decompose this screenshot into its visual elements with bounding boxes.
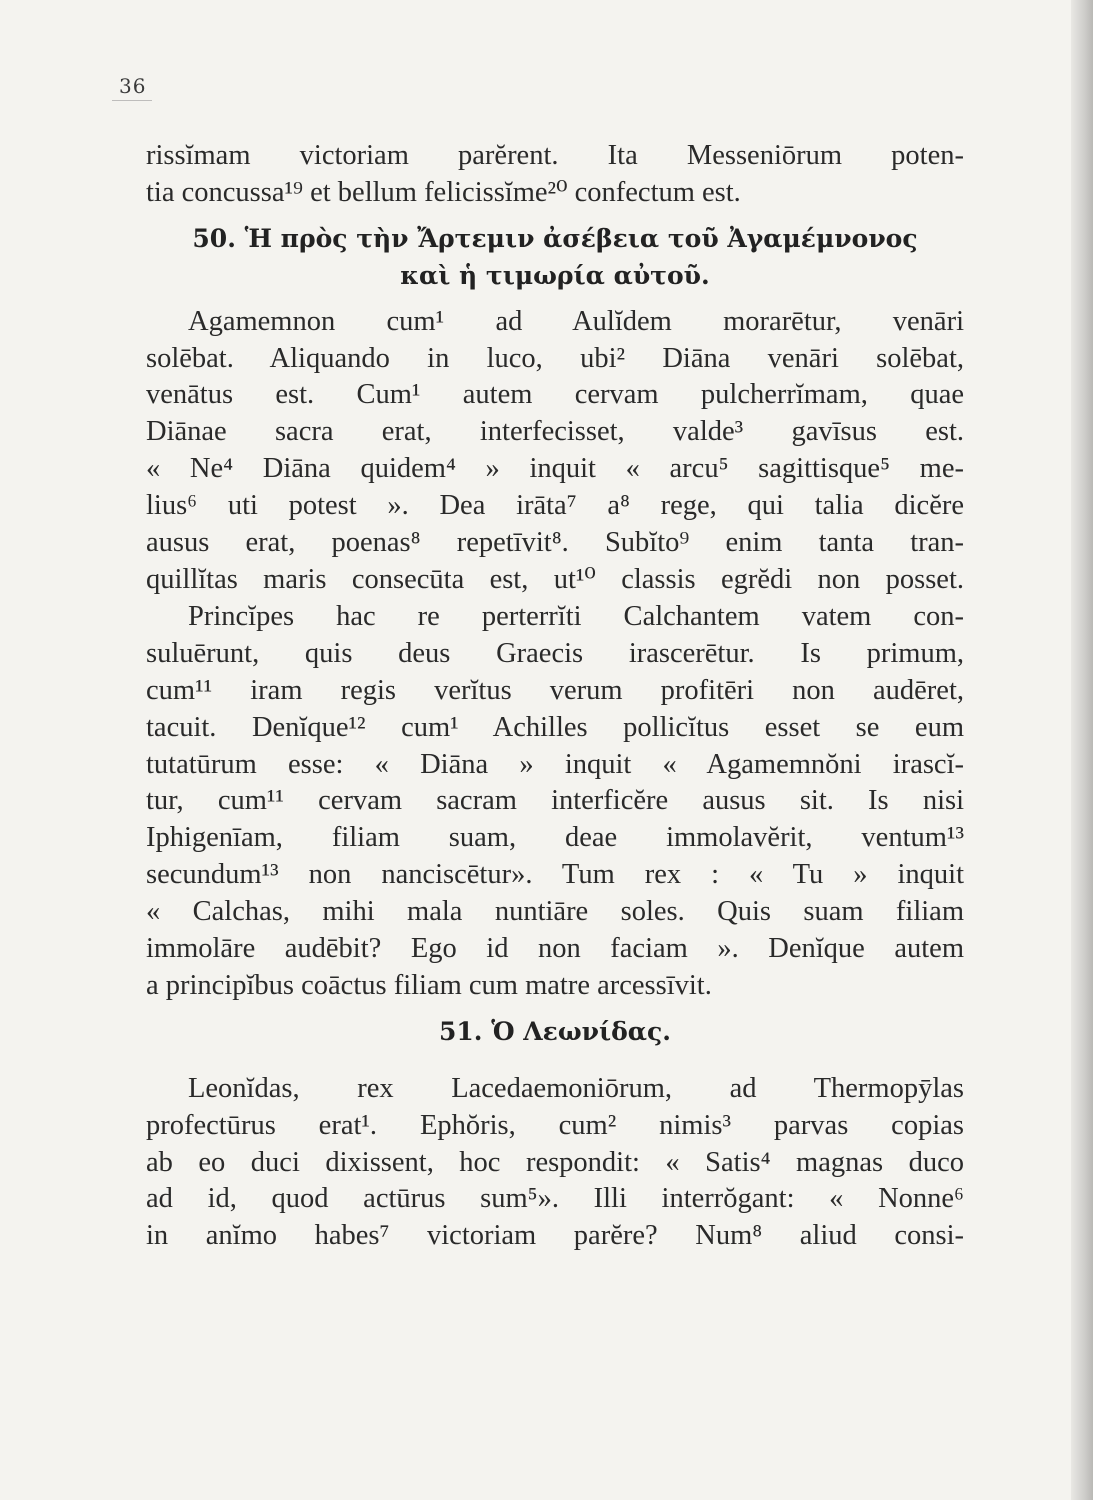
- text-line: tacuit. Denĭque¹² cum¹ Achilles pollicĭtus esset se eum: [146, 711, 964, 743]
- page-number-rule: [112, 100, 152, 101]
- text-line: ab eo duci dixissent, hoc respondit: « Satis⁴ magnas duco: [146, 1146, 964, 1178]
- text-line: Agamemnon cum¹ ad Aulĭdem morarētur, venāri: [188, 305, 964, 337]
- section-heading-continued: καὶ ἡ τιμωρία αὐτοῦ.: [400, 260, 710, 290]
- text-line: Iphigenīam, filiam suam, deae immolavĕrit, ventum¹³: [146, 822, 964, 854]
- page-edge-shadow: [1071, 0, 1093, 1500]
- page-number: 36: [119, 74, 147, 98]
- text-line: venātus est. Cum¹ autem cervam pulcherrĭmam, quae: [146, 379, 964, 411]
- text-line: cum¹¹ iram regis verĭtus verum profitēri non audēret,: [146, 674, 964, 706]
- text-line: profectūrus erat¹. Ephŏris, cum² nimis³ parvas copias: [146, 1109, 964, 1141]
- section-heading: 50. Ἡ πρὸς τὴν Ἄρτεμιν ἀσέβεια τοῦ Ἀγαμέμνονος: [192, 223, 918, 253]
- text-line: a principĭbus coāctus filiam cum matre arcessīvit.: [146, 969, 712, 1001]
- text-line: tutatūrum esse: « Diāna » inquit « Agamemnŏni irascĭ-: [146, 748, 964, 780]
- section-heading: 51. Ὁ Λεωνίδας.: [439, 1016, 671, 1046]
- body-text: [146, 138, 964, 1255]
- text-line: rissĭmam victoriam parĕrent. Ita Messeniōrum poten-: [146, 140, 964, 171]
- text-line: « Ne⁴ Diāna quidem⁴ » inquit « arcu⁵ sagittisque⁵ me-: [146, 453, 964, 485]
- text-line: tur, cum¹¹ cervam sacram interficĕre ausus sit. Is nisi: [146, 785, 964, 817]
- text-line: Leonĭdas, rex Lacedaemoniōrum, ad Thermopȳlas: [188, 1072, 964, 1104]
- text-line: lius⁶ uti potest ». Dea irāta⁷ a⁸ rege, qui talia dicĕre: [146, 490, 964, 522]
- text-line: tia concussa¹⁹ et bellum felicissĭme²⁰ confectum est.: [146, 176, 741, 208]
- text-line: ausus erat, poenas⁸ repetīvit⁸. Subĭto⁹ enim tanta tran-: [146, 527, 964, 559]
- text-line: immolāre audēbit? Ego id non faciam ». Denĭque autem: [146, 933, 964, 965]
- text-line: Princĭpes hac re perterrĭti Calchantem vatem con-: [188, 600, 964, 632]
- text-line: secundum¹³ non nanciscētur». Tum rex : « Tu » inquit: [146, 859, 964, 891]
- text-line: « Calchas, mihi mala nuntiāre soles. Quis suam filiam: [146, 896, 964, 928]
- text-line: quillĭtas maris consecūta est, ut¹⁰ classis egrĕdi non posset.: [146, 563, 964, 595]
- text-line: suluērunt, quis deus Graecis irascerētur. Is primum,: [146, 637, 964, 669]
- text-line: ad id, quod actūrus sum⁵». Illi interrŏgant: « Nonne⁶: [146, 1183, 964, 1215]
- text-line: solēbat. Aliquando in luco, ubi² Diāna venāri solēbat,: [146, 342, 964, 374]
- text-line: in anĭmo habes⁷ victoriam parĕre? Num⁸ aliud consi-: [146, 1220, 964, 1252]
- text-line: Diānae sacra erat, interfecisset, valde³ gavīsus est.: [146, 416, 964, 448]
